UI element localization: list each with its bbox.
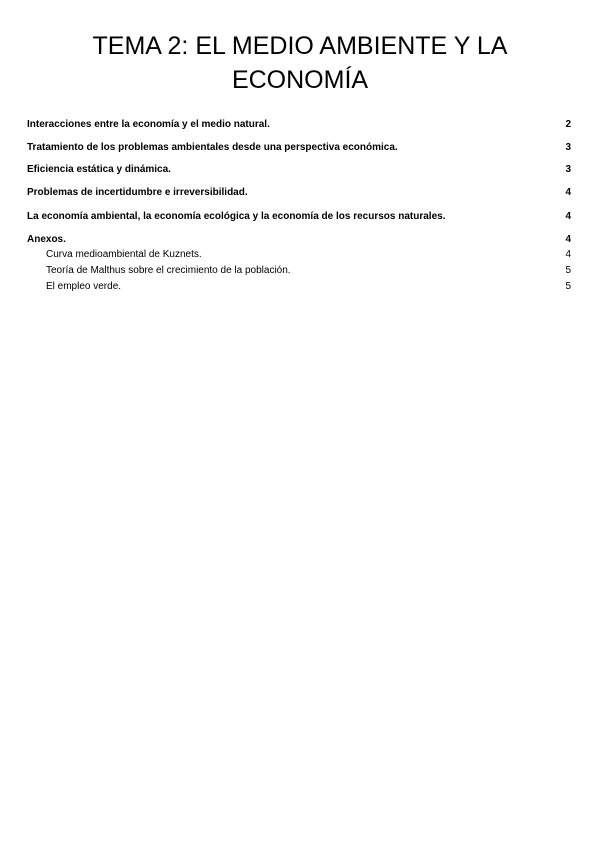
- toc-entry-page: 3: [565, 142, 571, 153]
- toc-subentry-page: 5: [565, 281, 571, 292]
- toc-entry-page: 2: [565, 119, 571, 130]
- toc-entry-page: 3: [565, 164, 571, 175]
- toc-subentry-page: 5: [565, 265, 571, 276]
- toc-subentry[interactable]: [27, 280, 571, 293]
- toc-entry[interactable]: [27, 163, 571, 177]
- toc-entry-label: Interacciones entre la economía y el medio natural.: [27, 119, 270, 130]
- toc-entry-page: 4: [565, 187, 571, 198]
- toc-entry[interactable]: [27, 141, 571, 155]
- toc-subentry[interactable]: [27, 264, 571, 277]
- toc-entry-page: 4: [565, 234, 571, 245]
- toc-entry[interactable]: [27, 186, 571, 200]
- toc-entry-label: Tratamiento de los problemas ambientales desde una perspectiva económica.: [27, 142, 398, 153]
- toc-entry[interactable]: [27, 233, 571, 247]
- toc-subentry-label: El empleo verde.: [46, 281, 122, 292]
- page-title: TEMA 2: EL MEDIO AMBIENTE Y LA ECONOMÍA: [92, 32, 508, 94]
- toc-subentry-label: Curva medioambiental de Kuznets.: [46, 249, 202, 260]
- toc-entry-label: La economía ambiental, la economía ecológica y la economía de los recursos naturales.: [27, 211, 446, 222]
- toc-entry-label: Anexos.: [27, 234, 66, 245]
- toc-subentry-label: Teoría de Malthus sobre el crecimiento de la población.: [46, 265, 291, 276]
- toc-subentry[interactable]: [27, 248, 571, 261]
- toc-subentry-page: 4: [565, 249, 571, 260]
- toc-entry-label: Problemas de incertidumbre e irreversibilidad.: [27, 187, 248, 198]
- toc-entry-label: Eficiencia estática y dinámica.: [27, 164, 171, 175]
- toc-entry[interactable]: [27, 118, 571, 132]
- toc-entry-page: 4: [565, 211, 571, 222]
- toc-entry[interactable]: [27, 210, 571, 224]
